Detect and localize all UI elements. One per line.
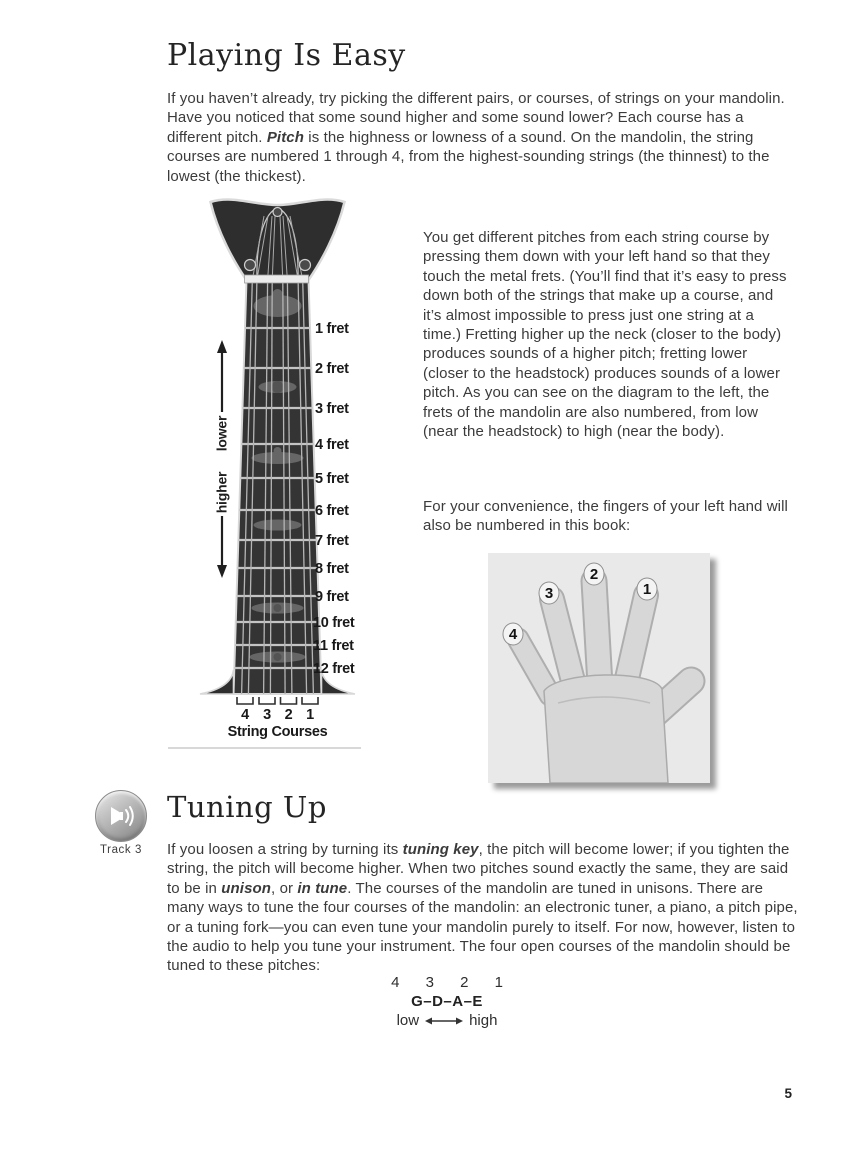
finger-number-index: 1 xyxy=(642,581,652,598)
arrow-down-icon xyxy=(217,565,227,578)
fret-label: 9 fret xyxy=(315,589,349,605)
higher-label: higher xyxy=(213,471,230,514)
finger-numbering-paragraph: For your convenience, the fingers of your left hand will also be numbered in this book: xyxy=(423,498,788,535)
finger-number-pinky: 4 xyxy=(508,626,518,643)
audio-track-marker xyxy=(94,790,148,856)
finger-number-middle: 2 xyxy=(589,566,599,583)
tuning-paragraph: If you loosen a string by turning its tuning key, the pitch will become lower; if you tighten the string, the pitch will become higher. When two pitches sound exactly the same, they are said to be in unison, or in tune. The courses of the mandolin are tuned in unisons. There are many ways to tune the four courses of the mandolin: an electronic tuner, a piano, a pitch pipe, or a tuning fork—you can even tune your mandolin purely to itself. For now, however, listen to the audio to help you tune your instrument. The four open courses of the mandolin should be tuned to these pitches: xyxy=(167,841,798,975)
course-brackets xyxy=(237,697,318,704)
palm xyxy=(544,675,668,783)
course-number: 3 xyxy=(263,707,271,723)
track-label: Track 3 xyxy=(99,844,143,856)
speaker-icon xyxy=(95,790,147,842)
fret-label: 10 fret xyxy=(313,615,355,631)
section-title-tuning: Tuning Up xyxy=(167,790,327,824)
page-number: 5 xyxy=(784,1086,792,1101)
page-title: Playing Is Easy xyxy=(167,38,406,73)
fret-label: 3 fret xyxy=(315,401,349,417)
hand-photo xyxy=(488,553,710,783)
pitch-explanation-paragraph: You get different pitches from each string course by pressing them down with your left hand so that they touch the metal frets. (You’ll find that it’s easy to press down both of the strings that make up a course, and it’s almost impossible to press just one string at a time.) Fretting higher up the neck (closer to the body) produces sounds of a higher pitch; fretting lower (closer to the headstock) produces sounds of a lower pitch. As you can see on the diagram to the left, the frets of the mandolin are also numbered, from low (near the headstock) to high (near the body). xyxy=(423,229,787,441)
double-arrow-icon xyxy=(424,1015,464,1027)
fret-label: 8 fret xyxy=(315,561,349,577)
low-label: low xyxy=(396,1012,420,1029)
fret-label: 12 fret xyxy=(313,661,355,677)
nut xyxy=(245,275,309,283)
fret-label: 5 fret xyxy=(315,471,349,487)
course-number: 1 xyxy=(306,707,314,723)
arrow-up-icon xyxy=(217,340,227,353)
intro-paragraph: If you haven’t already, try picking the different pairs, or courses, of strings on your mandolin. Have you noticed that some sound higher and some sound lower? Each course has a different pitch. Pitch is the highness or lowness of a sound. On the mandolin, the string courses are numbered 1 through 4, from the highest-sounding strings (the thinnest) to the lowest (the thickest). xyxy=(167,90,785,185)
fret-label: 6 fret xyxy=(315,503,349,519)
fret-label: 4 fret xyxy=(315,437,349,453)
pitch-range-row xyxy=(347,1011,547,1031)
fret-label: 7 fret xyxy=(315,533,349,549)
open-course-pitches xyxy=(347,973,547,1031)
fret-label: 2 fret xyxy=(315,361,349,377)
body-flare-left xyxy=(200,670,234,694)
fret-label: 11 fret xyxy=(313,638,354,654)
lower-label: lower xyxy=(213,415,230,452)
finger-number-ring: 3 xyxy=(544,585,554,602)
pitch-direction-arrow xyxy=(214,340,230,578)
pitch-note-names: G–D–A–E xyxy=(411,993,483,1010)
course-number: 4 xyxy=(241,707,249,723)
course-numbers xyxy=(241,707,314,723)
courses-caption: String Courses xyxy=(227,724,328,740)
fretboard-diagram xyxy=(160,190,372,752)
high-label: high xyxy=(469,1012,498,1029)
fret-label: 1 fret xyxy=(315,321,349,337)
course-number: 2 xyxy=(284,707,293,723)
fret-labels xyxy=(313,321,355,677)
pitch-course-numbers: 4 3 2 1 xyxy=(391,974,514,991)
hand-illustration xyxy=(488,553,710,783)
